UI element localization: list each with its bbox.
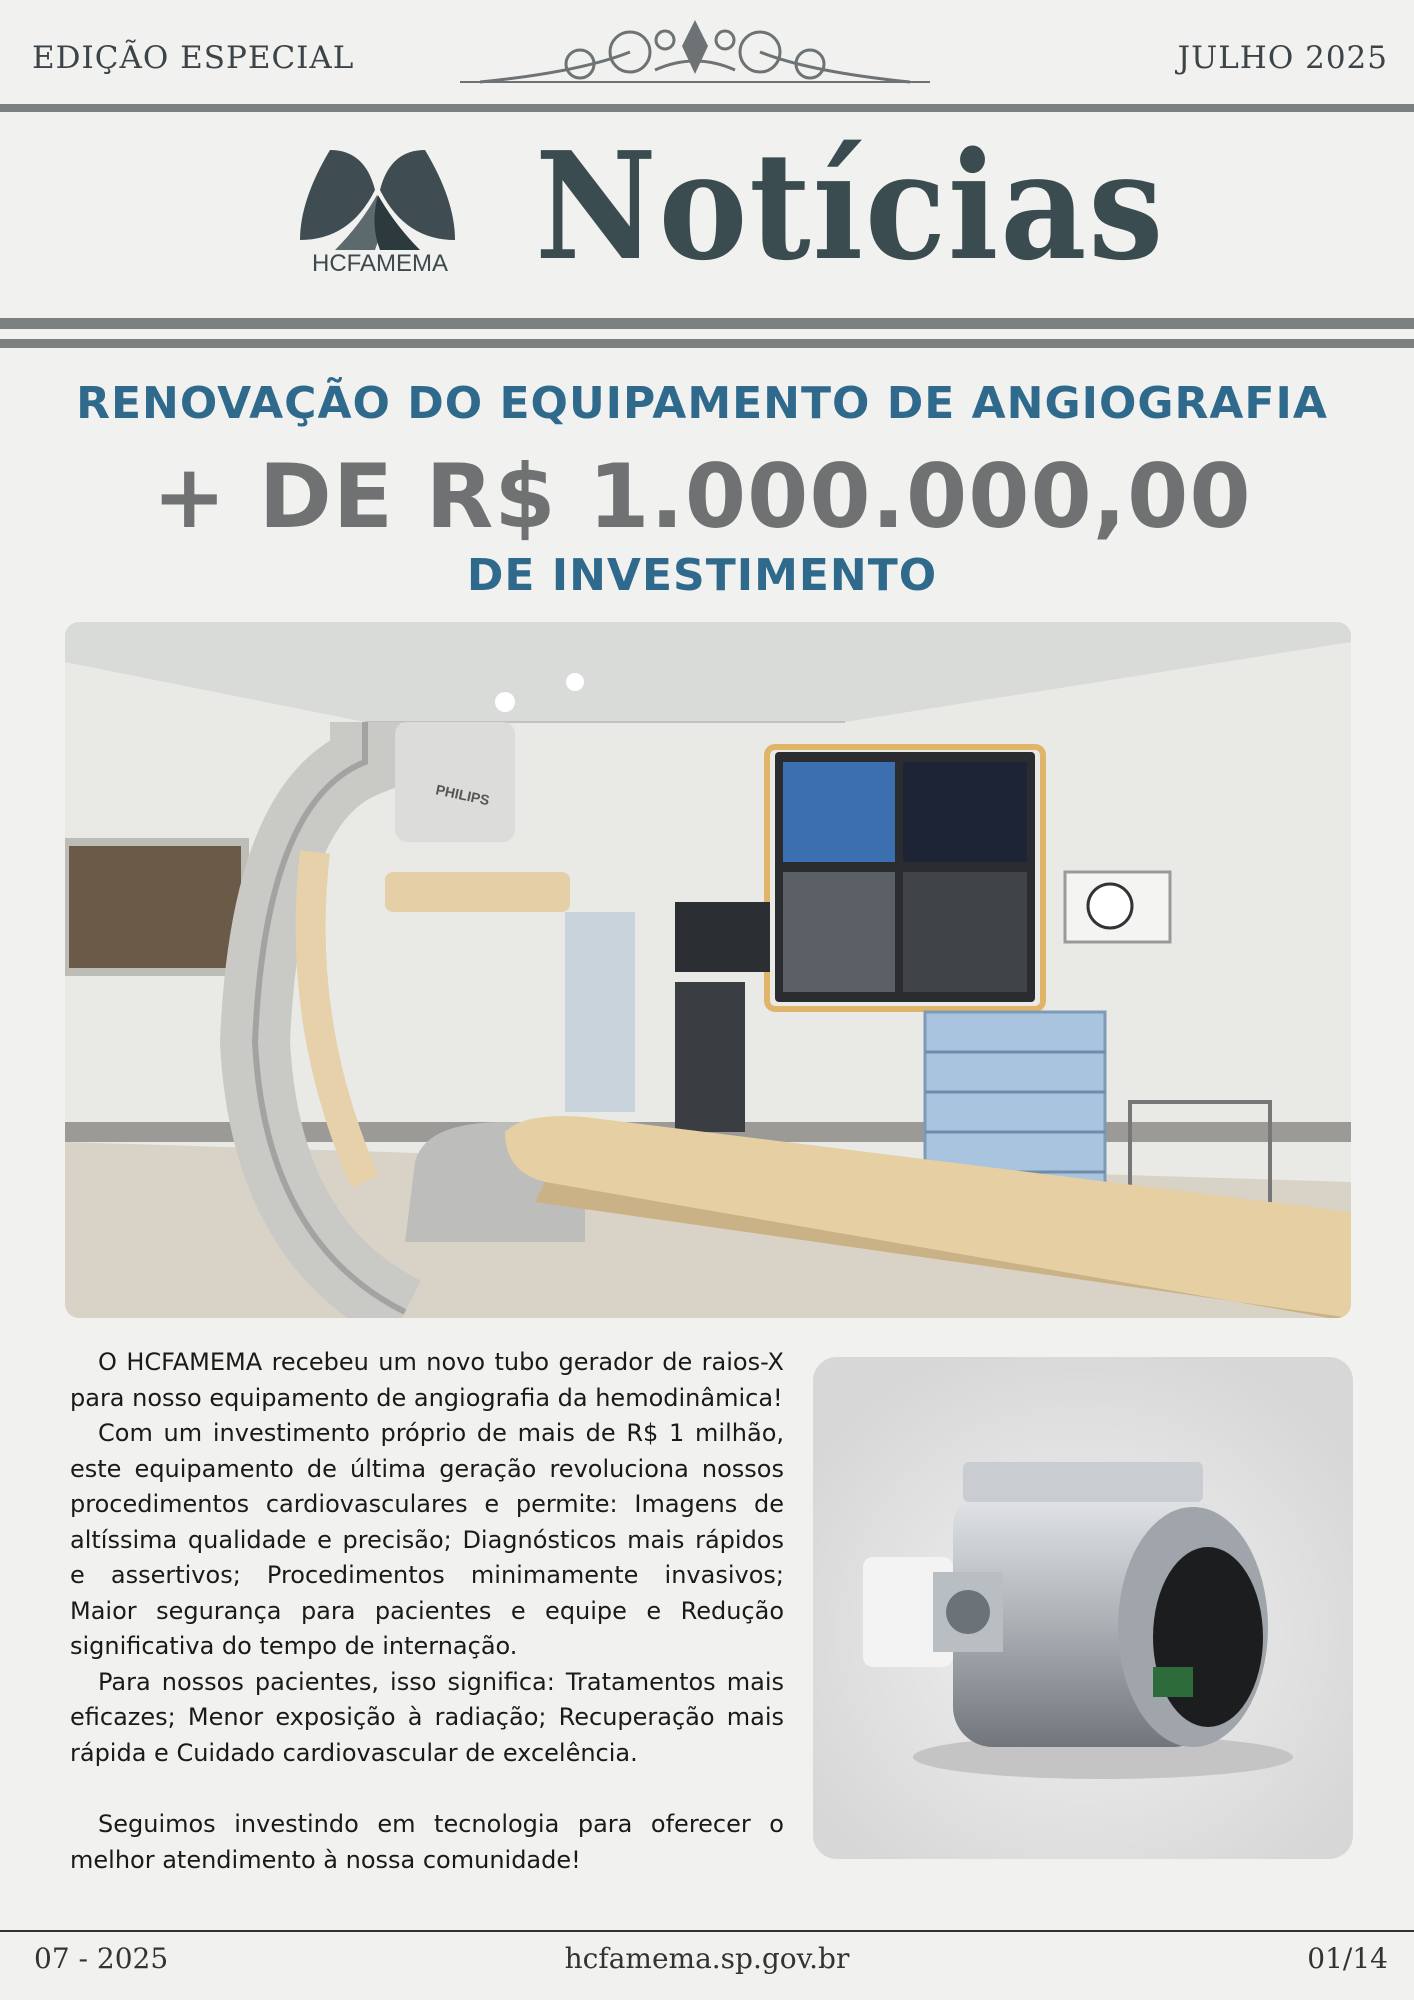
footer-page-number: 01/14 xyxy=(1307,1942,1388,1975)
edition-label: EDIÇÃO ESPECIAL xyxy=(32,40,355,76)
footer-website-link[interactable]: hcfamema.sp.gov.br xyxy=(564,1942,850,1975)
masthead-title: Notícias xyxy=(535,119,1166,293)
footer-issue: 07 - 2025 xyxy=(34,1942,169,1975)
equipment-brand: PHILIPS xyxy=(434,781,491,809)
headline-amount: + DE R$ 1.000.000,00 xyxy=(152,445,1252,548)
top-rule xyxy=(0,104,1414,112)
angiography-room-photo xyxy=(65,622,1351,1318)
article-closing: Seguimos investindo em tecnologia para oferecer o melhor atendimento à nossa comunidade! xyxy=(70,1810,784,1874)
masthead-rule-upper xyxy=(0,318,1414,329)
masthead-rule-lower xyxy=(0,339,1414,348)
article-paragraph: O HCFAMEMA recebeu um novo tubo gerador de raios-X para nosso equipamento de angiografia da hemodinâmica! xyxy=(70,1348,784,1412)
logo-wordmark: HCFAMEMA xyxy=(311,250,448,277)
footer-rule xyxy=(0,1930,1414,1932)
article-paragraph: Com um investimento próprio de mais de R$ 1 milhão, este equipamento de última geração revoluciona nossos procedimentos cardiovasculares e permite: Imagens de altíssima qualidade e precisão; Diagnósticos mais rápidos e assertivos; Procedimentos minimamente invasivos; Maior segurança para pacientes e equipe e Redução significativa do tempo de internação. xyxy=(70,1419,784,1660)
headline-title: RENOVAÇÃO DO EQUIPAMENTO DE ANGIOGRAFIA xyxy=(76,378,1328,429)
issue-date: JULHO 2025 xyxy=(1177,40,1388,76)
ornament-flourish xyxy=(460,12,930,94)
article-body xyxy=(70,1345,784,1878)
headline-subtitle: DE INVESTIMENTO xyxy=(466,550,938,601)
xray-tube-photo xyxy=(813,1357,1353,1859)
article-paragraph: Para nossos pacientes, isso significa: Tratamentos mais eficazes; Menor exposição à radiação; Recuperação mais rápida e Cuidado cardiovascular de excelência. xyxy=(70,1667,784,1767)
